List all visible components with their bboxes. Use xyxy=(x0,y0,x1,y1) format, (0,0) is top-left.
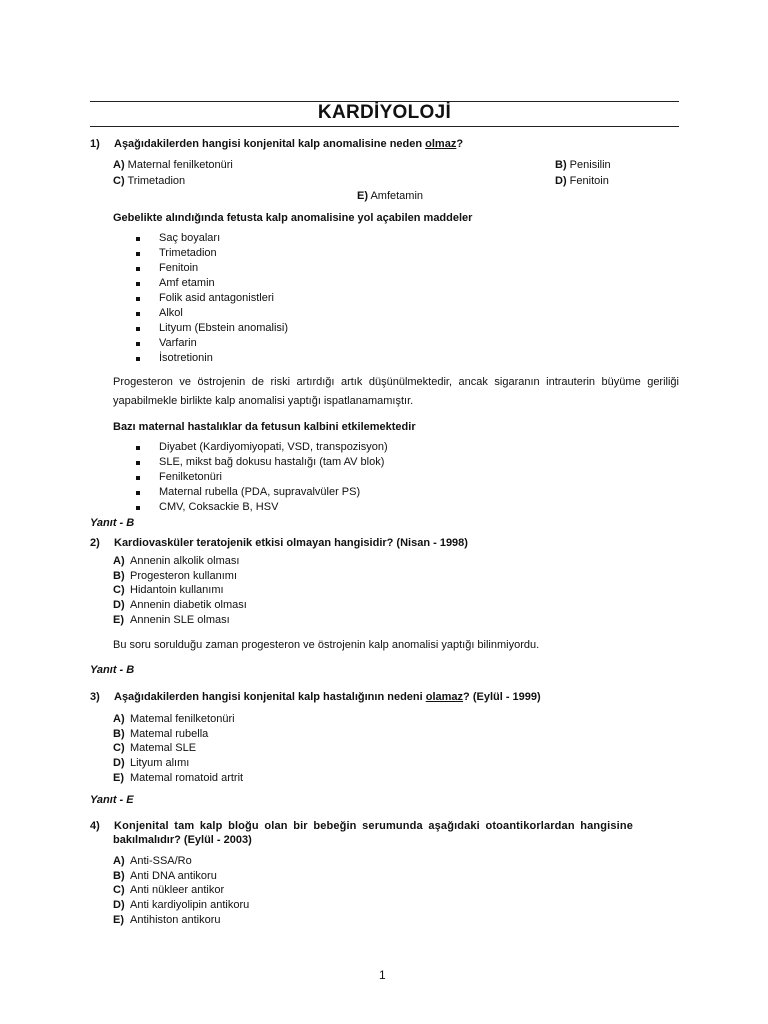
question-3-underlined: olamaz xyxy=(425,691,464,703)
substances-list xyxy=(132,231,288,366)
q1-option-e: E) Amfetamin xyxy=(357,190,424,202)
option: A) Annenin alkolik olması xyxy=(113,555,240,567)
q3-options xyxy=(113,712,243,785)
question-2 xyxy=(90,536,468,550)
question-3-suffix: ? (Eylül - 1999) xyxy=(463,691,541,703)
option: C) Matemal SLE xyxy=(113,742,197,755)
q3-answer: Yanıt - E xyxy=(90,794,134,806)
page-number: 1 xyxy=(379,968,386,982)
list-item: Maternal rubella (PDA, supravalvüler PS) xyxy=(132,485,388,500)
list-item: Diyabet (Kardiyomiyopati, VSD, transpozisyon) xyxy=(132,440,388,455)
q2-note: Bu soru sorulduğu zaman progesteron ve östrojenin kalp anomalisi yaptığı bilinmiyordu. xyxy=(113,639,540,651)
q1-heading-substances: Gebelikte alındığında fetusta kalp anomalisine yol açabilen maddeler xyxy=(113,212,473,224)
question-4-number: 4) xyxy=(90,820,100,832)
question-3-number: 3) xyxy=(90,691,100,703)
maternal-diseases-list xyxy=(132,440,388,515)
q1-option-b: B) Penisilin xyxy=(555,159,611,171)
option: A) Anti-SSA/Ro xyxy=(113,855,192,867)
question-1-underlined: olmaz xyxy=(425,138,457,150)
q1-option-c: C) Trimetadion xyxy=(113,175,186,187)
list-item: Alkol xyxy=(132,306,288,321)
question-2-number: 2) xyxy=(90,537,100,549)
q1-paragraph: Progesteron ve östrojenin de riski artırdığı artık düşünülmektedir, ancak sigaranın intrauterin büyüme geriliği yapabilmekle birlikte kalp anomalisi yaptığı ispatlanamamıştır. xyxy=(113,376,679,407)
q4-options xyxy=(113,854,249,927)
question-4-text-line1: Konjenital tam kalp bloğu olan bir bebeğin serumunda aşağıdaki otoantikorlardan hangisine xyxy=(114,820,633,832)
list-item: CMV, Coksackie B, HSV xyxy=(132,500,388,515)
title-rule xyxy=(90,126,679,127)
list-item: Folik asid antagonistleri xyxy=(132,291,288,306)
q1-option-d: D) Fenitoin xyxy=(555,175,609,187)
question-2-text: Kardiovasküler teratojenik etkisi olmayan hangisidir? (Nisan - 1998) xyxy=(114,537,468,549)
question-1-suffix: ? xyxy=(456,138,464,150)
question-3 xyxy=(90,690,541,704)
q1-answer: Yanıt - B xyxy=(90,517,135,529)
list-item: Fenitoin xyxy=(132,261,288,276)
option: B) Anti DNA antikoru xyxy=(113,869,217,882)
list-item: Lityum (Ebstein anomalisi) xyxy=(132,321,288,336)
q2-options xyxy=(113,554,247,627)
q1-heading-maternal: Bazı maternal hastalıklar da fetusun kalbini etkilemektedir xyxy=(113,421,416,433)
question-3-text: Aşağıdakilerden hangisi konjenital kalp hastalığının nedeni xyxy=(114,691,426,703)
option: E) Antihiston antikoru xyxy=(113,913,221,926)
option: D) Anti kardiyolipin antikoru xyxy=(113,899,250,912)
question-1-number: 1) xyxy=(90,138,100,150)
list-item: SLE, mikst bağ dokusu hastalığı (tam AV blok) xyxy=(132,455,388,470)
question-1-text: Aşağıdakilerden hangisi konjenital kalp anomalisine neden xyxy=(114,138,426,150)
option: C) Anti nükleer antikor xyxy=(113,884,225,897)
option: B) Progesteron kullanımı xyxy=(113,569,237,582)
question-1 xyxy=(90,137,463,151)
option: B) Matemal rubella xyxy=(113,727,209,740)
list-item: Trimetadion xyxy=(132,246,288,261)
list-item: Saç boyaları xyxy=(132,231,288,246)
list-item: İsotretionin xyxy=(132,351,288,366)
list-item: Amf etamin xyxy=(132,276,288,291)
page-title: KARDİYOLOJİ xyxy=(317,102,452,123)
option: D) Lityum alımı xyxy=(113,757,190,770)
option: E) Matemal romatoid artrit xyxy=(113,771,244,784)
option: D) Annenin diabetik olması xyxy=(113,599,247,612)
option: E) Annenin SLE olması xyxy=(113,613,230,626)
q2-answer: Yanıt - B xyxy=(90,664,135,676)
list-item: Fenilketonüri xyxy=(132,470,388,485)
option: A) Matemal fenilketonüri xyxy=(113,713,235,725)
list-item: Varfarin xyxy=(132,336,288,351)
q1-option-a: A) Maternal fenilketonüri xyxy=(113,159,233,171)
question-4-text-line2: bakılmalıdır? (Eylül - 2003) xyxy=(113,834,252,846)
option: C) Hidantoin kullanımı xyxy=(113,584,224,597)
question-4 xyxy=(90,819,679,833)
